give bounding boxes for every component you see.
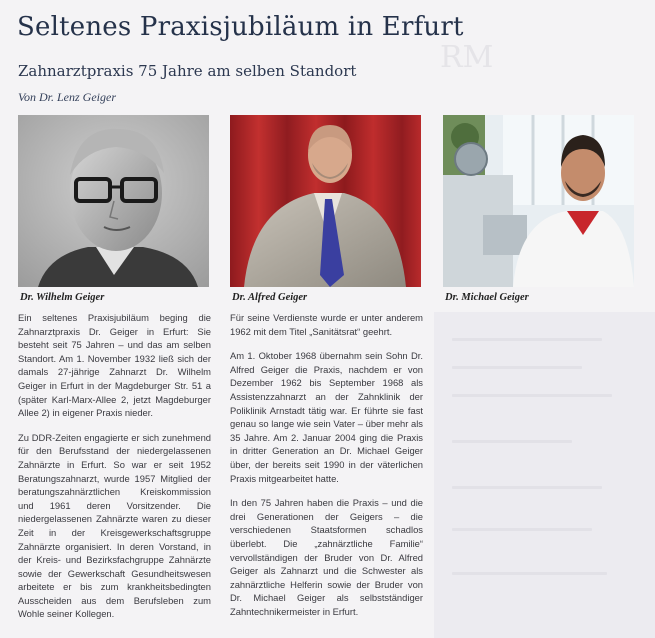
- portrait-bw-icon: [18, 115, 209, 287]
- portrait-red-curtain-icon: [230, 115, 421, 287]
- article-byline: Von Dr. Lenz Geiger: [18, 90, 116, 104]
- paragraph: Ein seltenes Praxisjubiläum beging die Zahnarztpraxis Dr. Geiger in Erfurt: Sie besteht seit 75 Jahren – und das am selben Standort. Am 1. November 1932 ließ sich der damals 27-jährige Zahnarzt Dr. Wilhelm Geiger in Erfurt in der Magdeburger Str. 51 a (später Karl-Marx-Allee 2, jetzt Magdeburger Allee 2) in eigener Praxis nieder.: [18, 312, 211, 419]
- faint-text-line: [452, 486, 602, 489]
- paragraph: Zu DDR-Zeiten engagierte er sich zunehmend für den Berufsstand der niedergelassenen Zahnärzte in Erfurt. So war er seit 1952 Beratungszahnarzt, wurde 1957 Mitglied der beratungszahnärztlichen Kreiskommission und 1961 deren Vorsitzender. Die niedergelassenen Zahnärzte waren zu dieser Zeit in der Kreisgewerkschaftsgruppe Zahnärzte organisiert. In deren Vorstand, in der Kreis- und Bezirksfachgruppe Zahnärzte sowie der Gewerkschaft Gesundheitswesen arbeitete er bis zum krankheitsbedingten Ausscheiden aus dem Berufsleben zum Wohle seiner Kollegen.: [18, 431, 211, 620]
- portrait-dental-office-icon: [443, 115, 634, 287]
- faint-text-line: [452, 572, 607, 575]
- article-subheadline: Zahnarztpraxis 75 Jahre am selben Standort: [18, 62, 357, 80]
- faint-text-line: [452, 440, 572, 443]
- photo-caption-michael: Dr. Michael Geiger: [445, 292, 529, 303]
- paragraph: In den 75 Jahren haben die Praxis – und die drei Generationen der Geigers – die verschiedenen Staatsformen schadlos überlebt. Die „zahnärztliche Familie“ vervollständigen der Bruder von Dr. Alfred Geiger als Zahnarzt und die Schwester als zahnärztliche Helferin sowie der Bruder von Dr. Michael Geiger als selbstständiger Zahntechnikermeister in Erfurt.: [230, 497, 423, 617]
- article-column-left: [18, 311, 211, 632]
- paragraph: Am 1. Oktober 1968 übernahm sein Sohn Dr. Alfred Geiger die Praxis, nachdem er von Dezember 1962 bis September 1968 als Assistenzzahnarzt an der Zahnklinik der Poliklinik Arnstadt tätig war. Er führte sie fast genau so lange wie sein Vater – über mehr als 35 Jahre. Am 2. Januar 2004 ging die Praxis in dritter Generation an Dr. Michael Geiger über, der bereits seit 1990 in der väterlichen Praxis mitgearbeitet hatte.: [230, 350, 423, 484]
- article-column-middle: [230, 311, 423, 629]
- faint-text-line: [452, 528, 592, 531]
- article-headline: Seltenes Praxisjubiläum in Erfurt: [17, 12, 464, 42]
- background-ghost-text: RM: [440, 40, 494, 75]
- paragraph: Für seine Verdienste wurde er unter anderem 1962 mit dem Titel „Sanitätsrat“ geehrt.: [230, 312, 423, 337]
- faint-text-line: [452, 366, 582, 369]
- faint-text-line: [452, 338, 602, 341]
- photo-caption-alfred: Dr. Alfred Geiger: [232, 292, 308, 303]
- photo-alfred-geiger: [230, 115, 421, 287]
- photo-wilhelm-geiger: [18, 115, 209, 287]
- faded-side-panel: [434, 312, 655, 638]
- faint-text-line: [452, 394, 612, 397]
- photo-caption-wilhelm: Dr. Wilhelm Geiger: [20, 292, 105, 303]
- photo-michael-geiger: [443, 115, 634, 287]
